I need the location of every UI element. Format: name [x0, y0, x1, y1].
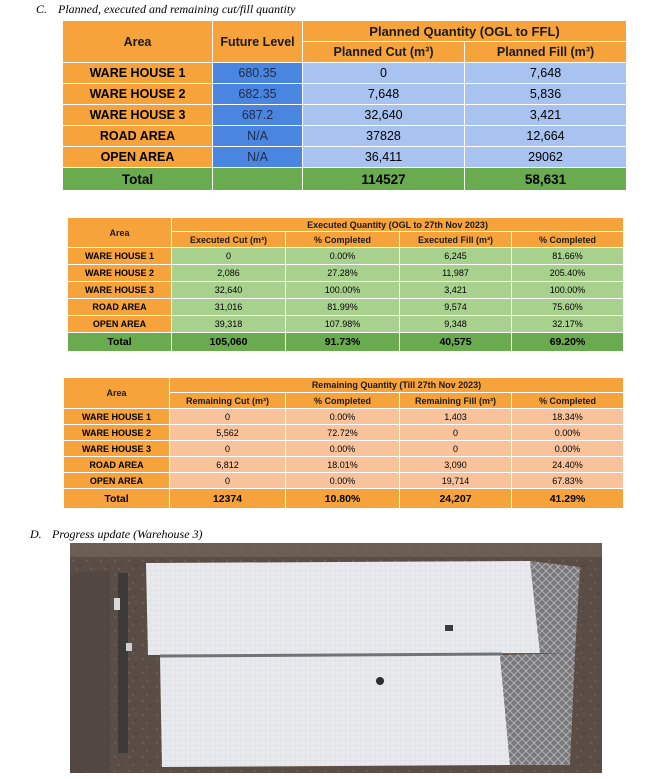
planned-fill-cell: 5,836: [465, 84, 627, 105]
executed-cut-pct-cell: 27.28%: [286, 265, 400, 282]
section-d-label: D.: [30, 527, 42, 541]
area-cell: WARE HOUSE 3: [63, 105, 213, 126]
area-cell: ROAD AREA: [63, 126, 213, 147]
future-level-cell: N/A: [213, 126, 303, 147]
remaining-cut-pct-cell: 0.00%: [286, 473, 400, 489]
table-row: [68, 316, 624, 333]
executed-cut-cell: 32,640: [172, 282, 286, 299]
planned-fill-cell: 3,421: [465, 105, 627, 126]
table-row: [63, 147, 627, 168]
section-c-title: Planned, executed and remaining cut/fill quantity: [58, 2, 296, 16]
total-row: [63, 168, 627, 191]
total-future-level: [213, 168, 303, 191]
executed-fill-cell: 6,245: [400, 248, 512, 265]
executed-cut-pct-cell: 81.99%: [286, 299, 400, 316]
future-level-cell: 680.35: [213, 63, 303, 84]
executed-col-area: Area: [68, 218, 172, 248]
remaining-cut-pct-cell: 0.00%: [286, 441, 400, 457]
executed-cut-pct-cell: 0.00%: [286, 248, 400, 265]
table-row: [68, 299, 624, 316]
executed-cut-cell: 0: [172, 248, 286, 265]
planned-group-header: Planned Quantity (OGL to FFL): [303, 21, 627, 42]
executed-cut-cell: 31,016: [172, 299, 286, 316]
remaining-cut-cell: 0: [170, 441, 286, 457]
table-row: [64, 473, 624, 489]
total-executed-cut-pct: 91.73%: [286, 333, 400, 352]
remaining-col-fill-pct: % Completed: [512, 393, 624, 409]
remaining-quantity-table: [63, 377, 624, 509]
table-row: [63, 63, 627, 84]
planned-cut-cell: 36,411: [303, 147, 465, 168]
executed-fill-cell: 9,348: [400, 316, 512, 333]
executed-col-cut: Executed Cut (m³): [172, 232, 286, 248]
planned-col-cut: Planned Cut (m³): [303, 42, 465, 63]
remaining-fill-pct-cell: 0.00%: [512, 441, 624, 457]
executed-quantity-table: [67, 217, 624, 352]
total-row: [68, 333, 624, 352]
future-level-cell: 687.2: [213, 105, 303, 126]
planned-col-fill: Planned Fill (m³): [465, 42, 627, 63]
total-label: Total: [68, 333, 172, 352]
remaining-fill-pct-cell: 0.00%: [512, 425, 624, 441]
remaining-fill-cell: 19,714: [400, 473, 512, 489]
remaining-cut-pct-cell: 18.01%: [286, 457, 400, 473]
remaining-fill-pct-cell: 18.34%: [512, 409, 624, 425]
area-cell: WARE HOUSE 3: [68, 282, 172, 299]
total-planned-fill: 58,631: [465, 168, 627, 191]
executed-fill-pct-cell: 81.66%: [512, 248, 624, 265]
total-planned-cut: 114527: [303, 168, 465, 191]
table-row: [64, 457, 624, 473]
remaining-col-area: Area: [64, 378, 170, 409]
executed-cut-cell: 39,318: [172, 316, 286, 333]
remaining-fill-pct-cell: 24.40%: [512, 457, 624, 473]
area-cell: OPEN AREA: [63, 147, 213, 168]
planned-cut-cell: 32,640: [303, 105, 465, 126]
remaining-group-header: Remaining Quantity (Till 27th Nov 2023): [170, 378, 624, 393]
planned-cut-cell: 0: [303, 63, 465, 84]
warehouse-roof-lower: [160, 655, 510, 767]
area-cell: WARE HOUSE 1: [64, 409, 170, 425]
remaining-cut-cell: 5,562: [170, 425, 286, 441]
planned-col-future-level: Future Level: [213, 21, 303, 63]
future-level-cell: N/A: [213, 147, 303, 168]
remaining-cut-cell: 0: [170, 473, 286, 489]
remaining-col-cut: Remaining Cut (m³): [170, 393, 286, 409]
area-cell: OPEN AREA: [64, 473, 170, 489]
executed-fill-pct-cell: 75.60%: [512, 299, 624, 316]
executed-group-header: Executed Quantity (OGL to 27th Nov 2023): [172, 218, 624, 232]
section-d-title: Progress update (Warehouse 3): [52, 527, 203, 541]
planned-fill-cell: 12,664: [465, 126, 627, 147]
remaining-col-fill: Remaining Fill (m³): [400, 393, 512, 409]
section-c-label: C.: [36, 2, 48, 16]
remaining-cut-pct-cell: 0.00%: [286, 409, 400, 425]
area-cell: WARE HOUSE 3: [64, 441, 170, 457]
area-cell: ROAD AREA: [68, 299, 172, 316]
total-row: [64, 489, 624, 509]
area-cell: WARE HOUSE 2: [63, 84, 213, 105]
planned-col-area: Area: [63, 21, 213, 63]
planned-cut-cell: 7,648: [303, 84, 465, 105]
total-label: Total: [63, 168, 213, 191]
table-row: [63, 84, 627, 105]
planned-cut-cell: 37828: [303, 126, 465, 147]
executed-fill-cell: 9,574: [400, 299, 512, 316]
total-executed-cut: 105,060: [172, 333, 286, 352]
remaining-fill-cell: 0: [400, 441, 512, 457]
area-cell: WARE HOUSE 1: [63, 63, 213, 84]
total-label: Total: [64, 489, 170, 509]
remaining-fill-cell: 3,090: [400, 457, 512, 473]
warehouse-aerial-photo: [70, 543, 602, 773]
planned-fill-cell: 29062: [465, 147, 627, 168]
total-remaining-cut: 12374: [170, 489, 286, 509]
executed-col-fill-pct: % Completed: [512, 232, 624, 248]
executed-cut-pct-cell: 100.00%: [286, 282, 400, 299]
executed-fill-cell: 11,987: [400, 265, 512, 282]
executed-cut-cell: 2,086: [172, 265, 286, 282]
executed-col-fill: Executed Fill (m³): [400, 232, 512, 248]
area-cell: WARE HOUSE 2: [64, 425, 170, 441]
area-cell: WARE HOUSE 2: [68, 265, 172, 282]
remaining-fill-cell: 0: [400, 425, 512, 441]
area-cell: WARE HOUSE 1: [68, 248, 172, 265]
executed-fill-cell: 3,421: [400, 282, 512, 299]
total-remaining-fill: 24,207: [400, 489, 512, 509]
total-remaining-cut-pct: 10.80%: [286, 489, 400, 509]
executed-fill-pct-cell: 32.17%: [512, 316, 624, 333]
remaining-col-cut-pct: % Completed: [286, 393, 400, 409]
area-cell: OPEN AREA: [68, 316, 172, 333]
executed-fill-pct-cell: 100.00%: [512, 282, 624, 299]
total-executed-fill-pct: 69.20%: [512, 333, 624, 352]
table-row: [68, 282, 624, 299]
remaining-cut-cell: 6,812: [170, 457, 286, 473]
executed-cut-pct-cell: 107.98%: [286, 316, 400, 333]
table-row: [64, 425, 624, 441]
area-cell: ROAD AREA: [64, 457, 170, 473]
section-d-heading: [30, 527, 203, 542]
planned-quantity-table: [62, 20, 627, 191]
remaining-cut-cell: 0: [170, 409, 286, 425]
table-row: [68, 265, 624, 282]
total-remaining-fill-pct: 41.29%: [512, 489, 624, 509]
table-row: [63, 105, 627, 126]
future-level-cell: 682.35: [213, 84, 303, 105]
executed-fill-pct-cell: 205.40%: [512, 265, 624, 282]
table-row: [63, 126, 627, 147]
remaining-cut-pct-cell: 72.72%: [286, 425, 400, 441]
total-executed-fill: 40,575: [400, 333, 512, 352]
remaining-fill-cell: 1,403: [400, 409, 512, 425]
planned-fill-cell: 7,648: [465, 63, 627, 84]
warehouse-roof-upper: [146, 561, 540, 655]
remaining-fill-pct-cell: 67.83%: [512, 473, 624, 489]
executed-col-cut-pct: % Completed: [286, 232, 400, 248]
table-row: [64, 409, 624, 425]
table-row: [68, 248, 624, 265]
section-c-heading: [36, 2, 296, 17]
table-row: [64, 441, 624, 457]
